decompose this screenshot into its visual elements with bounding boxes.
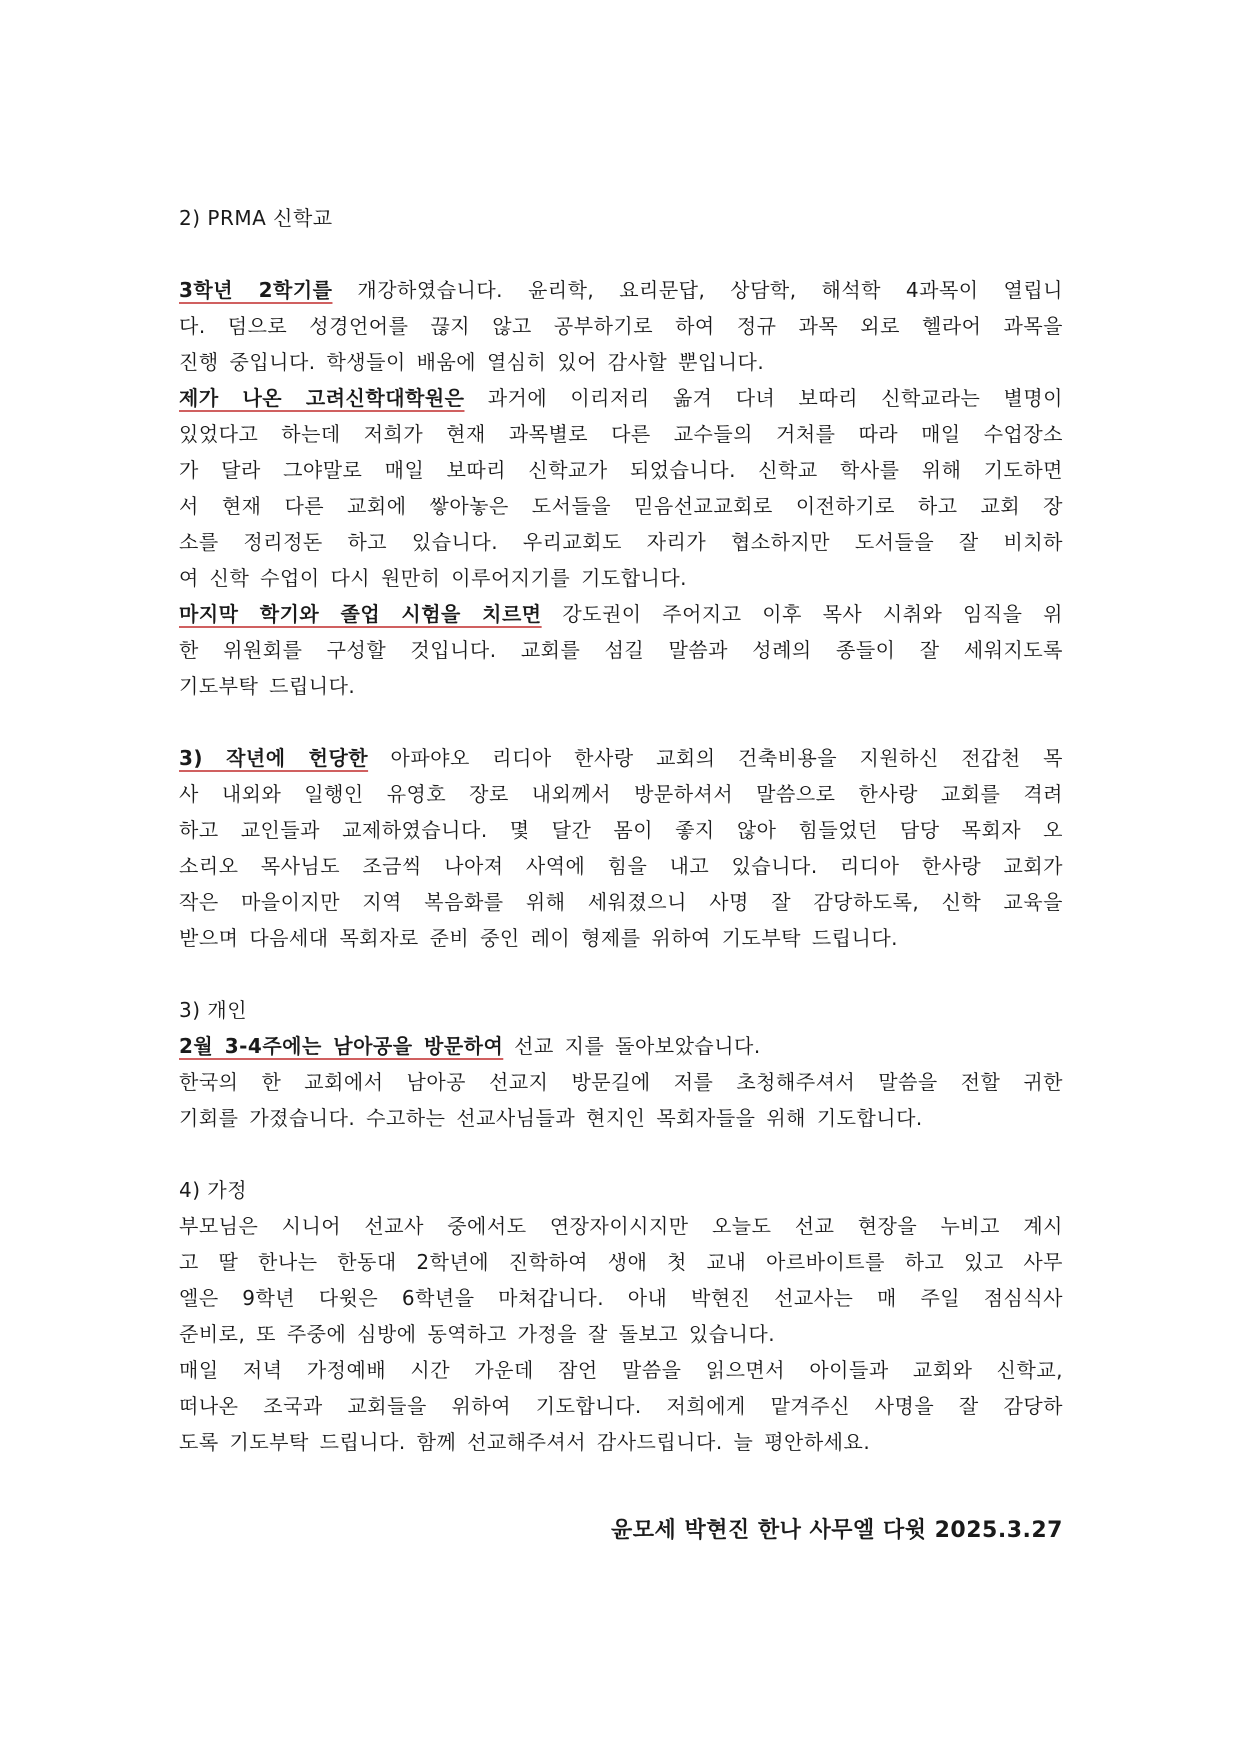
letter-body [179, 200, 1063, 1460]
paragraph-south-africa: 2월 3-4주에는 남아공을 방문하여 선교 지를 돌아보았습니다. 한국의 한 교회에서 남아공 선교지 방문길에 저를 초청해주셔서 말씀을 전할 귀한 기회를 가졌습니다. 수고하는 선교사님들과 현지인 목회자들을 위해 기도합니다. [179, 1034, 1063, 1130]
paragraph-family: 부모님은 시니어 선교사 중에서도 연장자이시지만 오늘도 선교 현장을 누비고 계시 고 딸 한나는 한동대 2학년에 진학하여 생애 첫 교내 아르바이트를 하고 있고 사무 엘은 9학년 다윗은 6학년을 마쳐갑니다. 아내 박현진 선교사는 매 주일 점심식사 준비로, 또 주중에 심방에 동역하고 가정을 잘 돌보고 있습니다. [179, 1214, 1063, 1346]
section-heading-prma: 2) PRMA 신학교 [179, 206, 333, 230]
paragraph-seminary-location: 제가 나온 고려신학대학원은 과거에 이리저리 옮겨 다녀 보따리 신학교라는 별명이 있었다고 하는데 저희가 현재 과목별로 다른 교수들의 거처를 따라 매일 수업장소 가 달라 그야말로 매일 보따리 신학교가 되었습니다. 신학교 학사를 위해 기도하면 서 현재 다른 교회에 쌓아놓은 도서들을 믿음선교교회로 이전하기로 하고 교회 장 소를 정리정돈 하고 있습니다. 우리교회도 자리가 협소하지만 도서들을 잘 비치하 여 신학 수업이 다시 원만히 이루어지기를 기도합니다. [179, 386, 1064, 590]
paragraph-semester: 3학년 2학기를 개강하였습니다. 윤리학, 요리문답, 상담학, 해석학 4과목이 열립니 다. 덤으로 성경언어를 끊지 않고 공부하기로 하여 정규 과목 외로 헬라어 과목을 진행 중입니다. 학생들이 배움에 열심히 있어 감사할 뿐입니다. [179, 278, 1063, 374]
highlight-graduation: 마지막 학기와 졸업 시험을 치르면 [179, 602, 542, 626]
paragraph-family-prayer: 매일 저녁 가정예배 시간 가운데 잠언 말씀을 읽으면서 아이들과 교회와 신학교, 떠나온 조국과 교회들을 위하여 기도합니다. 저희에게 맡겨주신 사명을 잘 감당하 도록 기도부탁 드립니다. 함께 선교해주셔서 감사드립니다. 늘 평안하세요. [179, 1358, 1063, 1454]
highlight-semester: 3학년 2학기를 [179, 278, 333, 302]
highlight-seminary: 제가 나온 고려신학대학원은 [179, 386, 465, 410]
highlight-south-africa: 2월 3-4주에는 남아공을 방문하여 [179, 1034, 504, 1058]
section-heading-personal: 3) 개인 [179, 998, 248, 1022]
paragraph-lydia-church: 3) 작년에 헌당한 아파야오 리디아 한사랑 교회의 건축비용을 지원하신 전갑천 목 사 내외와 일행인 유영호 장로 내외께서 방문하셔서 말씀으로 한사랑 교회를 격려 하고 교인들과 교제하였습니다. 몇 달간 몸이 좋지 않아 힘들었던 담당 목회자 오 소리오 목사님도 조금씩 나아져 사역에 힘을 내고 있습니다. 리디아 한사랑 교회가 작은 마을이지만 지역 복음화를 위해 세워졌으니 사명 잘 감당하도록, 신학 교육을 받으며 다음세대 목회자로 준비 중인 레이 형제를 위하여 기도부탁 드립니다. [179, 746, 1063, 950]
signature: 윤모세 박현진 한나 사무엘 다윗 2025.3.27 [611, 1518, 1063, 1543]
highlight-dedication: 3) 작년에 헌당한 [179, 746, 369, 770]
section-heading-family: 4) 가정 [179, 1178, 248, 1202]
paragraph-graduation: 마지막 학기와 졸업 시험을 치르면 강도권이 주어지고 이후 목사 시취와 임직을 위 한 위원회를 구성할 것입니다. 교회를 섬길 말씀과 성례의 종들이 잘 세워지도록 기도부탁 드립니다. [179, 602, 1063, 698]
